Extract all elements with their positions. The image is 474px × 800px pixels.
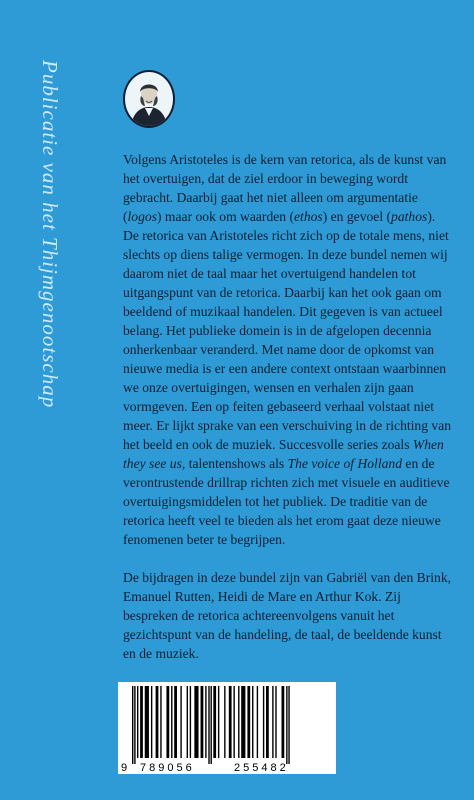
barcode-icon — [118, 682, 336, 774]
italic-term: pathos — [391, 209, 428, 224]
text-run: ) maar ook om waarden ( — [157, 209, 295, 224]
spine-title: Publicatie van het Thijmgenootschap — [38, 60, 62, 409]
text-run: Volgens Aristoteles is de kern van retorica, als de kunst van het overtuigen, dat de ziel erdoor in beweging wordt gebracht. Daarbij gaat het niet alleen om argumentatie ( — [123, 152, 447, 224]
portrait-engraving-icon — [123, 70, 175, 128]
italic-term: The voice of Holland — [287, 456, 403, 471]
text-run: ) en gevoel ( — [322, 209, 392, 224]
text-run: , talentenshows als — [181, 456, 288, 471]
italic-term: When they see us — [123, 437, 444, 471]
barcode-digits: 255482 — [234, 762, 289, 774]
barcode-digits: 789056 — [140, 762, 195, 774]
barcode-digits: 9 — [121, 762, 131, 774]
text-run: ). De retorica van Aristoteles richt zich op de totale mens, niet slechts op diens talige vermogen. In deze bundel nemen wij daarom niet de taal maar het overtuigend handelen tot uitgangspunt van de retorica. Daarbij kan het ook gaan om beeldend of muzikaal handelen. Dit gegeven is van actueel belang. Het publieke domein is in de afgelopen decennia onherkenbaar veranderd. Met name door de opkomst van nieuwe media is er een andere context ontstaan waarbinnen we onze overtuigingen, wensen en verhalen zijn gaan vormgeven. Een op feiten gebaseerd verhaal volstaat niet meer. Er lijkt sprake van een verschuiving in de richting van het beeld en ook de muziek. Succesvolle series zoals — [123, 209, 452, 452]
text-run: en de verontrustende drillrap richten zich met visuele en auditieve overtuigingsmiddelen tot het publiek. De traditie van de retorica heeft veel te bieden als het erom gaat deze nieuwe fenomenen beter te begrijpen. — [123, 456, 450, 547]
back-cover-text — [123, 150, 453, 663]
italic-term: ethos — [294, 209, 323, 224]
italic-term: logos — [127, 209, 157, 224]
blurb-paragraph-2: De bijdragen in deze bundel zijn van Gabriël van den Brink, Emanuel Rutten, Heidi de Mare en Arthur Kok. Zij bespreken de retorica achtereenvolgens vanuit het gezichtspunt van de handeling, de taal, de beeldende kunst en de muziek. — [123, 570, 452, 661]
blurb-paragraph-1 — [123, 150, 453, 549]
